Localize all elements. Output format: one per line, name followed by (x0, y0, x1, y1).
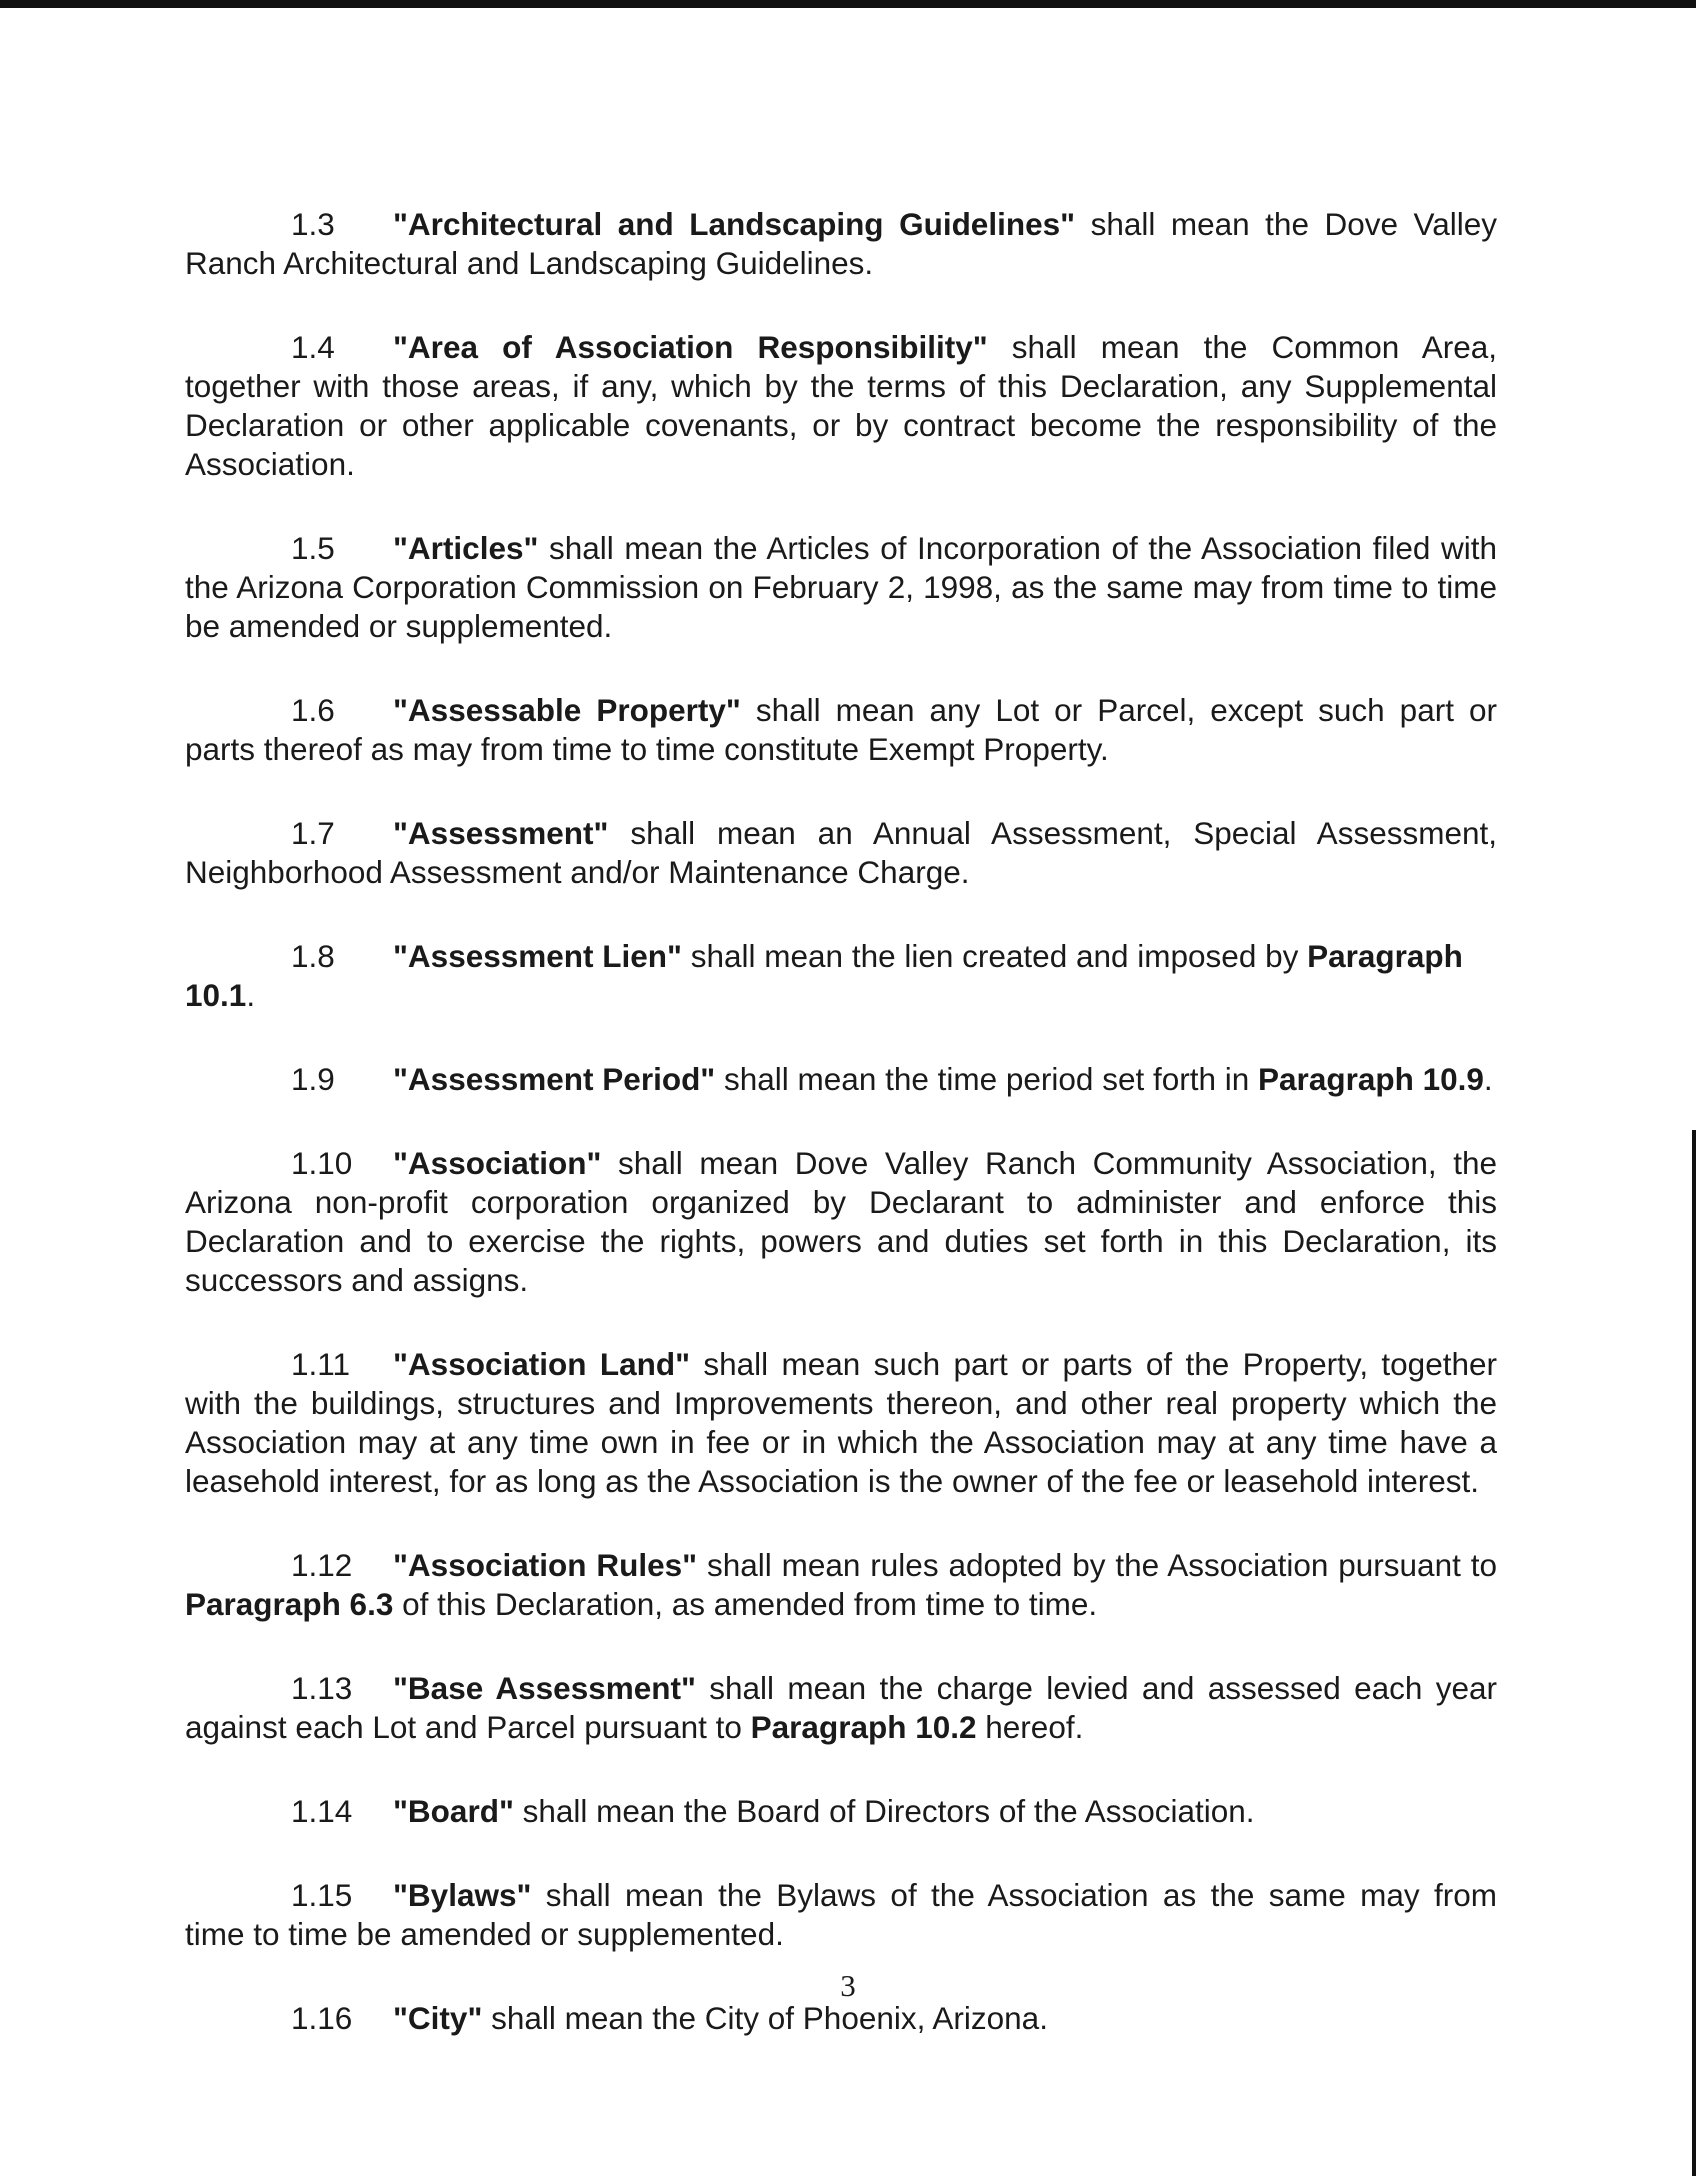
definition-1-7 (185, 814, 1497, 892)
defined-term: "Architectural and Landscaping Guidelines" (393, 206, 1076, 242)
definition-text: shall mean the Bylaws of the Association as the same may from time to time be amended or supplemented. (185, 1877, 1497, 1952)
definition-text-end: . (246, 977, 256, 1013)
definition-number: 1.12 (291, 1547, 353, 1583)
definition-1-10 (185, 1144, 1497, 1300)
page-number: 3 (840, 1968, 856, 2003)
defined-term: "Association Rules" (393, 1547, 698, 1583)
definition-1-8 (185, 937, 1497, 1015)
definition-number: 1.5 (291, 530, 335, 566)
definition-text: shall mean the Dove Valley Ranch Architectural and Landscaping Guidelines. (185, 206, 1497, 281)
definition-number: 1.3 (291, 206, 335, 242)
definition-text: shall mean the time period set forth in (715, 1061, 1259, 1097)
definition-number: 1.10 (291, 1145, 353, 1181)
definition-number: 1.16 (291, 2000, 353, 2036)
definition-text-end: of this Declaration, as amended from time to time. (393, 1586, 1098, 1622)
definition-number: 1.9 (291, 1061, 335, 1097)
paragraph-reference: Paragraph 10.1 (185, 938, 1463, 1013)
definition-number: 1.15 (291, 1877, 353, 1913)
definition-1-13 (185, 1669, 1497, 1747)
defined-term: "Board" (393, 1793, 514, 1829)
document-page-body (185, 205, 1497, 2083)
definition-1-5 (185, 529, 1497, 646)
defined-term: "Assessment Lien" (393, 938, 682, 974)
definition-1-3 (185, 205, 1497, 283)
scan-top-edge (0, 0, 1696, 8)
definition-number: 1.4 (291, 329, 335, 365)
definition-text: shall mean rules adopted by the Association pursuant to (697, 1547, 1497, 1583)
defined-term: "Articles" (393, 530, 539, 566)
definition-text: shall mean the Board of Directors of the Association. (513, 1793, 1255, 1829)
definition-1-9 (185, 1060, 1497, 1099)
definition-text: shall mean any Lot or Parcel, except such part or parts thereof as may from time to time constitute Exempt Property. (185, 692, 1497, 767)
defined-term: "Association" (393, 1145, 602, 1181)
definition-text: shall mean the Articles of Incorporation of the Association filed with the Arizona Corporation Commission on February 2, 1998, as the same may from time to time be amended or supplemented. (185, 530, 1497, 644)
defined-term: "City" (393, 2000, 483, 2036)
defined-term: "Assessment Period" (393, 1061, 716, 1097)
defined-term: "Area of Association Responsibility" (393, 329, 988, 365)
paragraph-reference: Paragraph 10.2 (750, 1709, 977, 1745)
definition-1-16 (185, 1999, 1497, 2038)
definition-1-11 (185, 1345, 1497, 1501)
definition-1-6 (185, 691, 1497, 769)
definition-text: shall mean such part or parts of the Property, together with the buildings, structures and Improvements thereon, and other real property which the Association may at any time own in fee or in which the Association may at any time have a leasehold interest, for as long as the Association is the owner of the fee or leasehold interest. (185, 1346, 1497, 1499)
definition-1-15 (185, 1876, 1497, 1954)
paragraph-reference: Paragraph 10.9 (1258, 1061, 1484, 1097)
definition-number: 1.11 (291, 1346, 350, 1382)
definition-number: 1.14 (291, 1793, 353, 1829)
defined-term: "Association Land" (393, 1346, 690, 1382)
definition-number: 1.8 (291, 938, 335, 974)
definition-number: 1.6 (291, 692, 335, 728)
definition-text-end: hereof. (976, 1709, 1084, 1745)
definition-number: 1.7 (291, 815, 335, 851)
definition-text: shall mean Dove Valley Ranch Community Association, the Arizona non-profit corporation organized by Declarant to administer and enforce this Declaration and to exercise the rights, powers and duties set forth in this Declaration, its successors and assigns. (185, 1145, 1497, 1298)
definition-text: shall mean the City of Phoenix, Arizona. (482, 2000, 1048, 2036)
definition-text: shall mean the charge levied and assessed each year against each Lot and Parcel pursuant to (185, 1670, 1498, 1745)
definition-1-14 (185, 1792, 1497, 1831)
paragraph-reference: Paragraph 6.3 (185, 1586, 394, 1622)
scan-right-edge (1692, 1130, 1696, 2176)
definition-number: 1.13 (291, 1670, 353, 1706)
definition-text-end: . (1483, 1061, 1493, 1097)
definition-1-12 (185, 1546, 1497, 1624)
defined-term: "Bylaws" (393, 1877, 532, 1913)
definition-text: shall mean the Common Area, together with those areas, if any, which by the terms of this Declaration, any Supplemental Declaration or other applicable covenants, or by contract become the responsibility of the Association. (185, 329, 1497, 482)
defined-term: "Assessment" (393, 815, 609, 851)
definition-1-4 (185, 328, 1497, 484)
defined-term: "Assessable Property" (393, 692, 741, 728)
definition-text: shall mean the lien created and imposed by (681, 938, 1308, 974)
definition-text: shall mean an Annual Assessment, Special Assessment, Neighborhood Assessment and/or Maintenance Charge. (185, 815, 1497, 890)
defined-term: "Base Assessment" (393, 1670, 696, 1706)
